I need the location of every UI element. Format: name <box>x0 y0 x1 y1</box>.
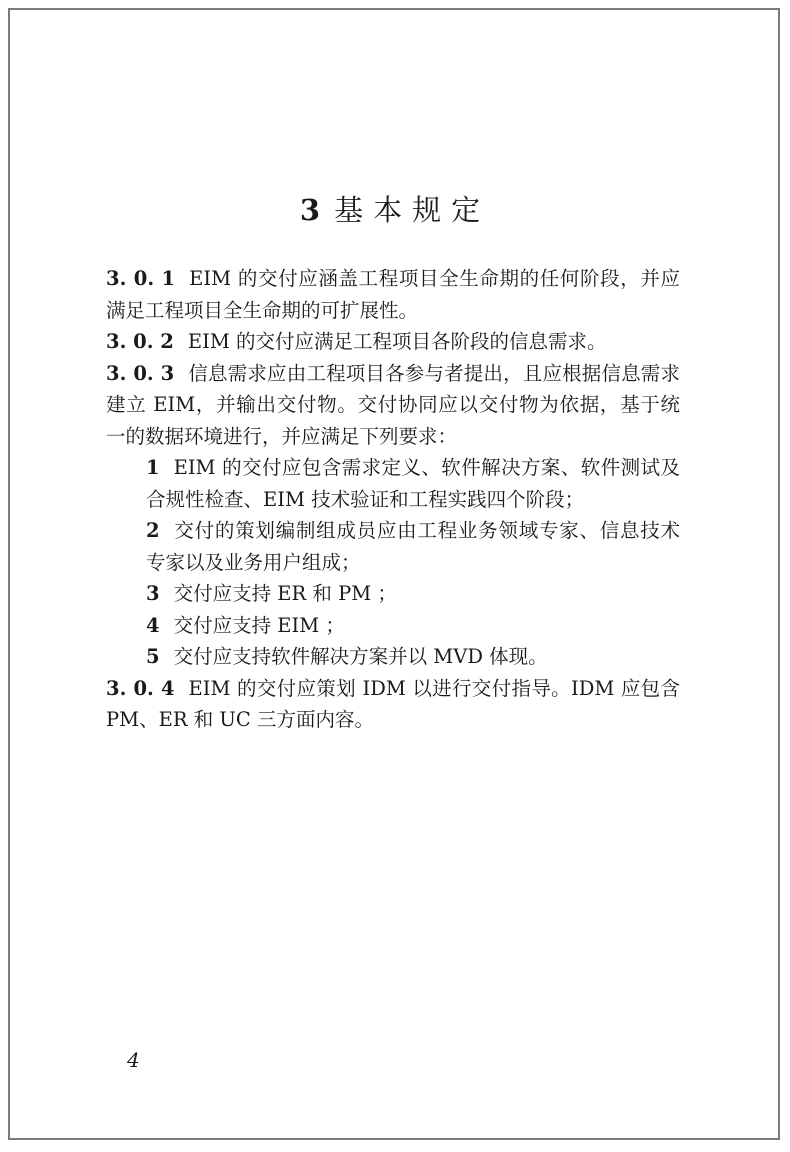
item-number: 1 <box>146 456 160 479</box>
list-item <box>106 610 680 642</box>
clause-text: EIM 的交付应满足工程项目各阶段的信息需求。 <box>187 330 607 353</box>
clause-text: EIM 的交付应策划 IDM 以进行交付指导。IDM 应包含 PM、ER 和 UC 三方面内容。 <box>106 676 680 731</box>
item-text: 交付应支持 ER 和 PM ； <box>173 582 397 605</box>
clause-number: 3. 0. 3 <box>106 361 175 385</box>
clause-text: EIM 的交付应涵盖工程项目全生命期的任何阶段，并应满足工程项目全生命期的可扩展性。 <box>106 267 680 322</box>
clause-3-0-3 <box>106 358 680 453</box>
clause-3-0-4 <box>106 673 680 736</box>
clause-number: 3. 0. 1 <box>106 267 176 290</box>
item-text: 交付应支持软件解决方案并以 MVD 体现。 <box>173 645 548 668</box>
list-item <box>106 641 680 673</box>
clause-number: 3. 0. 2 <box>106 330 174 353</box>
clause-3-0-2 <box>106 326 680 358</box>
item-number: 2 <box>146 519 160 542</box>
item-number: 5 <box>146 645 160 668</box>
chapter-number: 3 <box>299 193 321 227</box>
item-number: 3 <box>146 582 160 605</box>
page-number: 4 <box>127 1048 140 1072</box>
clause-text: 信息需求应由工程项目各参与者提出，且应根据信息需求建立 EIM，并输出交付物。交付协同应以交付物为依据，基于统一的数据环境进行，并应满足下列要求： <box>106 361 680 448</box>
item-text: EIM 的交付应包含需求定义、软件解决方案、软件测试及合规性检查、EIM 技术验证和工程实践四个阶段； <box>146 456 680 511</box>
item-text: 交付的策划编制组成员应由工程业务领域专家、信息技术专家以及业务用户组成； <box>146 519 680 574</box>
clause-list <box>106 263 680 736</box>
list-item <box>106 515 680 578</box>
list-item <box>106 452 680 515</box>
chapter-title-text: 基本规定 <box>334 193 491 227</box>
clause-number: 3. 0. 4 <box>106 676 175 700</box>
clause-3-0-1 <box>106 263 680 326</box>
list-item <box>106 578 680 610</box>
item-number: 4 <box>146 613 160 637</box>
chapter-title <box>0 188 790 229</box>
item-text: 交付应支持 EIM ； <box>173 613 345 637</box>
